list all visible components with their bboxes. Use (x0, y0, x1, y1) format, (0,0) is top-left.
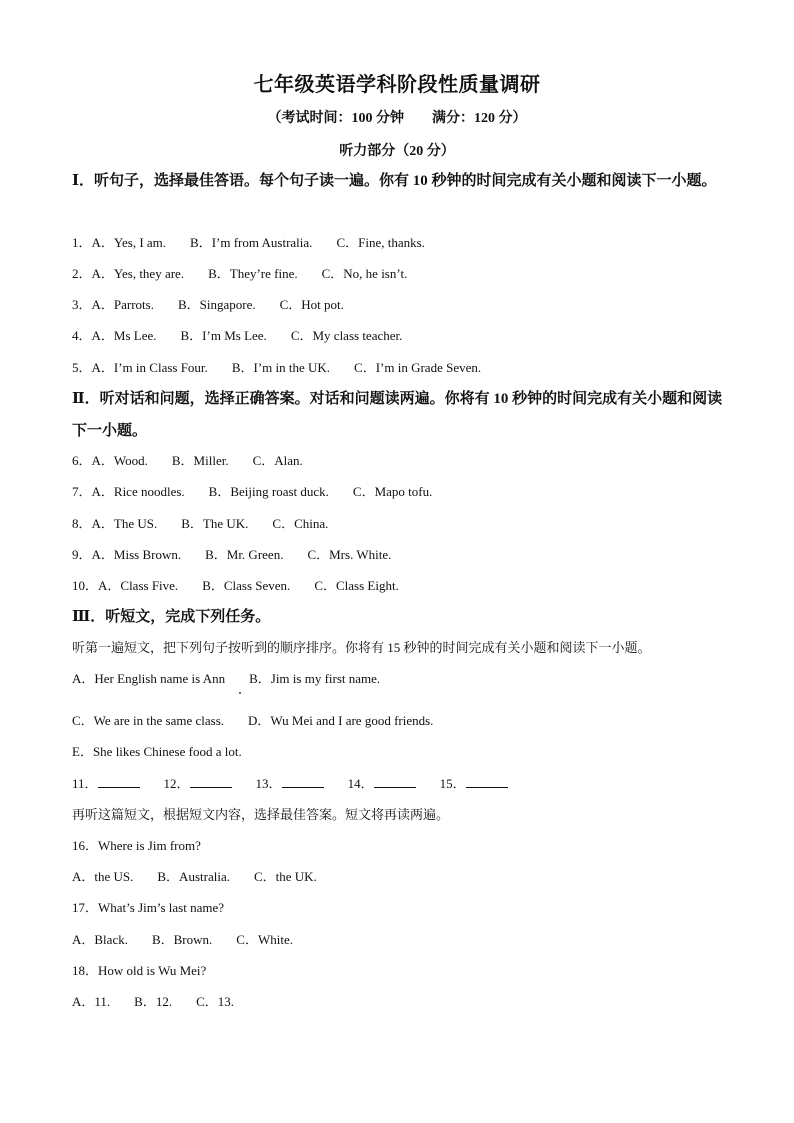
option-b: B．Brown. (151, 932, 213, 947)
blank-number: 11． (72, 776, 98, 791)
question-7 (72, 483, 432, 501)
question-17-options (72, 931, 293, 949)
question-2 (72, 265, 407, 283)
option-c: C．Alan. (252, 453, 303, 468)
option-a: A．Rice noodles. (91, 484, 185, 499)
sentence-e: E．She likes Chinese food a lot. (72, 744, 242, 759)
option-b: B．They’re fine. (208, 266, 298, 281)
section-3-heading: Ⅲ．听短文，完成下列任务。 (72, 609, 271, 625)
section-3-instruction-1: 听第一遍短文，把下列句子按听到的顺序排序。你将有 15 秒钟的时间完成有关小题和阅读下一小题。 (72, 640, 651, 655)
question-number: 3． (72, 297, 92, 312)
question-5 (72, 359, 481, 377)
blank-15 (440, 775, 508, 793)
option-b: B．Australia. (157, 869, 230, 884)
stray-dot (239, 692, 241, 694)
option-a: A．11. (72, 994, 111, 1009)
option-c: C．I’m in Grade Seven. (354, 360, 482, 375)
answer-blank[interactable] (98, 775, 140, 788)
sentence-a: A．Her English name is Ann (72, 671, 226, 686)
exam-title: 七年级英语学科阶段性质量调研 (253, 74, 541, 96)
option-b: B．Mr. Green. (205, 547, 284, 562)
question-17-stem: 17．What’s Jim’s last name? (72, 900, 225, 915)
option-a: A．Wood. (91, 453, 148, 468)
sentence-row-1 (72, 670, 380, 688)
question-1 (72, 234, 425, 252)
option-a: A．The US. (91, 516, 158, 531)
option-c: C．Mrs. White. (307, 547, 392, 562)
question-number: 1． (72, 235, 92, 250)
question-18-options (72, 993, 234, 1011)
answer-blank[interactable] (466, 775, 508, 788)
question-10 (72, 577, 399, 595)
exam-total-score: 满分：120 分） (432, 111, 527, 126)
question-number: 7． (72, 484, 92, 499)
option-b: B．Singapore. (177, 297, 256, 312)
blank-11 (72, 775, 140, 793)
option-c: C．Fine, thanks. (336, 235, 425, 250)
option-c: C．China. (272, 516, 329, 531)
question-16-stem: 16．Where is Jim from? (72, 838, 201, 853)
option-a: A．the US. (72, 869, 134, 884)
option-b: B．Miller. (171, 453, 229, 468)
question-number: 6． (72, 453, 92, 468)
question-number: 5． (72, 360, 92, 375)
question-number: 4． (72, 328, 92, 343)
option-c: C．Hot pot. (279, 297, 344, 312)
question-number: 8． (72, 516, 92, 531)
option-a: A．Ms Lee. (91, 328, 157, 343)
question-number: 10． (72, 578, 99, 593)
question-9 (72, 546, 391, 564)
question-16-options (72, 868, 317, 886)
answer-blank[interactable] (282, 775, 324, 788)
exam-time: （考试时间：100 分钟 (267, 111, 404, 126)
option-c: C．Mapo tofu. (352, 484, 433, 499)
blank-number: 14． (347, 776, 374, 791)
option-a: A．Yes, I am. (91, 235, 167, 250)
listening-part-title: 听力部分（20 分） (339, 144, 455, 159)
blank-number: 13． (255, 776, 282, 791)
blank-14 (348, 775, 416, 793)
question-number: 2． (72, 266, 92, 281)
option-c: C．No, he isn’t. (321, 266, 408, 281)
question-4 (72, 327, 402, 345)
ordering-blanks (72, 775, 532, 793)
option-a: A．Yes, they are. (91, 266, 185, 281)
answer-blank[interactable] (374, 775, 416, 788)
section-3-instruction-2: 再听这篇短文，根据短文内容，选择最佳答案。短文将再读两遍。 (72, 807, 450, 822)
option-c: C．the UK. (253, 869, 317, 884)
blank-number: 15． (439, 776, 466, 791)
option-b: B．The UK. (181, 516, 249, 531)
option-b: B．Class Seven. (202, 578, 291, 593)
option-b: B．12. (134, 994, 173, 1009)
exam-subtitle (0, 107, 794, 127)
option-c: C．White. (236, 932, 293, 947)
section-1-heading: Ⅰ．听句子，选择最佳答语。每个句子读一遍。你有 10 秒钟的时间完成有关小题和阅读下一小题。 (72, 173, 717, 189)
sentence-row-2 (72, 712, 433, 730)
option-a: A．Class Five. (98, 578, 179, 593)
sentence-b: B．Jim is my first name. (249, 671, 381, 686)
option-b: B．Beijing roast duck. (208, 484, 329, 499)
question-6 (72, 452, 303, 470)
option-a: A．Black. (72, 932, 128, 947)
option-b: B．I’m in the UK. (231, 360, 331, 375)
sentence-d: D．Wu Mei and I are good friends. (248, 713, 434, 728)
sentence-row-3 (72, 743, 242, 761)
option-c: C．My class teacher. (290, 328, 403, 343)
blank-12 (164, 775, 232, 793)
question-18-stem: 18．How old is Wu Mei? (72, 963, 207, 978)
option-c: C．Class Eight. (314, 578, 399, 593)
question-number: 9． (72, 547, 92, 562)
answer-blank[interactable] (190, 775, 232, 788)
option-b: B．I’m from Australia. (190, 235, 313, 250)
blank-13 (256, 775, 324, 793)
section-2-heading: Ⅱ．听对话和问题，选择正确答案。对话和问题读两遍。你将有 10 秒钟的时间完成有关小题和阅读下一小题。 (72, 391, 723, 439)
sentence-c: C．We are in the same class. (72, 713, 225, 728)
option-c: C．13. (196, 994, 234, 1009)
option-b: B．I’m Ms Lee. (180, 328, 267, 343)
option-a: A．Parrots. (91, 297, 154, 312)
blank-number: 12． (163, 776, 190, 791)
option-a: A．Miss Brown. (91, 547, 182, 562)
question-3 (72, 296, 344, 314)
question-8 (72, 515, 328, 533)
option-a: A．I’m in Class Four. (91, 360, 208, 375)
